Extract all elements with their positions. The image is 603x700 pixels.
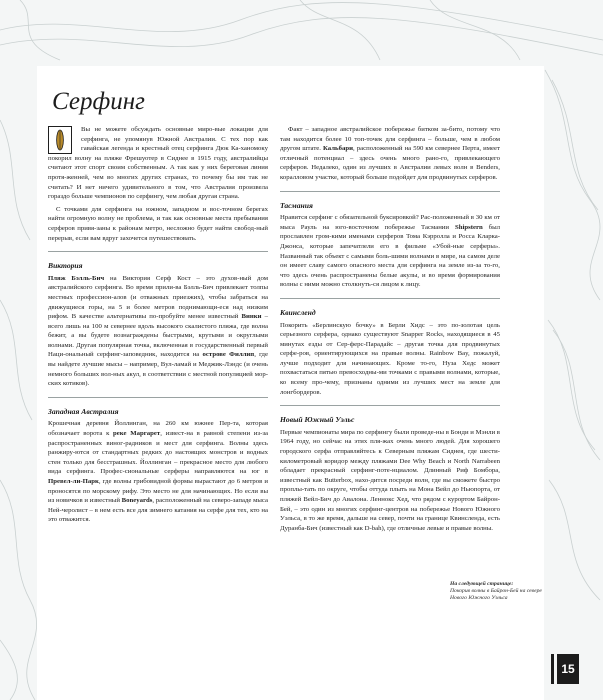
photo-caption bbox=[450, 581, 556, 603]
right-column bbox=[280, 125, 500, 536]
divider bbox=[280, 298, 500, 299]
divider bbox=[48, 251, 268, 252]
heading-tasmania: Тасмания bbox=[280, 200, 313, 210]
page-number: 15 bbox=[557, 654, 579, 684]
intro-paragraph-2: С точками для серфинга на южном, западном и вос-точном берегах найти огромную волну не проблема, и так как основные места пребывания серферов привя-заны к районам метро, несложно будет найти свобод-ный перерыв, если вам вдруг захочется путешествовать. bbox=[48, 205, 268, 242]
fact-paragraph: Факт – западное австралийское побережье битком за-бито, потому что там находится более 10 топ-точек для серфинга – больше, чем в любом другом штате. Кальбари, расположенный на 590 км севернее Перта, имеет отличный потенциал – здесь очень много рано-го, привлекающего серферов. Недалеко, один из лучших в Австралии левых волн в Benders, коралловом участке, который больше подойдет для продвинутых серферов. bbox=[280, 126, 500, 181]
divider bbox=[280, 191, 500, 192]
divider bbox=[48, 397, 268, 398]
page-title: Серфинг bbox=[52, 88, 145, 115]
nsw-paragraph: Первые чемпионаты мира по серфингу были проведе-ны в Бонди и Мэнли в 1964 году, но сейчас на этих пля-жах очень много людей. Для хорошего городского серфа отправляйтесь к Северным пляжам Сиднея, где шести-километровый коридор между пляжами Dee Why Beach и North Narrabeen обладает прекрасный серфинг-поте-нциалом. Длинный Риф Бомбора, известный как Butterbox, нахо-дится посреди волн, где вы сможете быстро проплы-тать по округе, чтобы оттуда плыть на Мона Вейл до Ньюпорта, от пляжей Вейл-Бич до Авалона. Леннокс Хед, что рядом с курортом Байрон-Бей, – это один из многих серфинг-центров на побережье Нового Южного Уэльса, в то же время, дальше на север, почти на границе Квинсленда, есть Дуранба-Бич (известный как D-bah), где отличные левые и правые волны. bbox=[280, 428, 500, 532]
heading-queensland: Квинсленд bbox=[280, 307, 316, 317]
divider bbox=[280, 405, 500, 406]
page-number-bar bbox=[551, 654, 554, 684]
victoria-paragraph: Пляж Бэлль-Бич на Виктория Серф Кост – это духов-ный дом австралийского серфинга. Во время прили-ва Бэлль-Бич привлекает толпы местных профессион-алов (и отважных приезжих), чтобы забраться на движущиеся горы, на 5 и более метров поднимающи-еся над низким рифом. В качестве альтернативы по-пробуйте менее известный Винки – всего лишь на 100 м севернее вдоль высокого скалистого пляжа, где волна бежит, а вы будете вознаграждены быстрыми, крутыми и округлыми волнами. Другая популярная точка, включенная в государственный первый Наци-ональный серфинг-заповедник, находится на острове Филлип, где вы найдете лучшие мысы – например, Вул-ламай и Меджик-Лэндс (и очень немного больших вол-ных акул, в соответствии с местной популяцией мор-ских котиков). bbox=[48, 274, 269, 388]
heading-new-south-wales: Новый Южный Уэльс bbox=[280, 415, 355, 425]
west-paragraph: Крошечная деревня Йоллинган, на 260 км южнее Пер-та, которая обозначает ворота к реке Маргарет, извест-на в равной степени из-за распространенных виног-радников и мест для серфинга. Волны здесь ранжиру-ются от стандартных редких до настоящих монстров и водных стен только для бесстрашных. Йоллинган – прекрасное место для любого вида серфинга. Профес-сиональные серферы направляются на юг в Превел-ли-Парк, где волны грибовидной формы вырастают до 6 метров и проносятся по морскому рифу. Это место не для начинающих. Но если вы из новичков и известный Boneyards, расположенный на северо-западе мыса Ней-черолист – в нем есть все для зимнего катания на серфе для тех, кто на это отважится. bbox=[48, 420, 268, 524]
tasmania-paragraph: Нравится серфинг с обязательной буксировкой? Рас-положенный в 30 км от мыса Рауль на юго-восточном побережье Тасмании Shipstern был прославлен гром-кими именами серферов Тома Кэрролла и Росса Кларка-Джонса, которые запечатлели его в фильме «Убой-ные серферы». Названный так объект с самыми боль-шими волнами в мире, на самом деле он имеет славу самого опасного места для серфинга на земле из-за то-го, что здесь очень распространены белые акулы, и во время формирования волны с ними можно столкнуть-ся лицом к лицу. bbox=[280, 214, 500, 289]
left-column bbox=[48, 125, 268, 528]
queensland-paragraph: Покорить «Берлинскую бочку» в Берли Хидс – это по-золотая цель серьезного серфера, однако существуют Snapper Rocks, находящиеся в 45 минутах езды от Сер-ферс-Парадайс – другая точка для продвинутых серфе-ров, ориентирующихся на правые волны. Rainbow Bay, пожалуй, лучше подходит для начинающих. Кроме то-го, Нуза Хедс может похвастаться пятью превосходны-ми точками с правыми волнами, которые, ко всему про-чему, признаны одними из лучших мест на земле для лонгбордеров. bbox=[280, 321, 500, 396]
heading-western-australia: Западная Австралия bbox=[48, 406, 119, 416]
heading-victoria: Виктория bbox=[48, 261, 83, 271]
caption-heading: На следующей странице: bbox=[450, 581, 514, 587]
caption-text: Покорив волны в Байрон-Бей на севере Нового Южного Уэльса bbox=[450, 588, 542, 602]
intro-paragraph-1: Вы не можете обсуждать основные миро-вые локации для серфинга, не упомянув Южной Австралии. С тех пор как гавайская легенда и крестный отец серфинга Дюк Ка-ханомоку покорил волну на пляже Фрешуотер в Сиднее в 1915 году, австралийцы считают этот спорт своим собственным. А так как у них береговая линия протя-женней, чем во многих других странах, то почему бы им так не считать? И нет ничего удивительного в том, что Австралия произвела гораздо больше чемпионов по серфингу, чем любая другая страна. bbox=[48, 126, 268, 201]
